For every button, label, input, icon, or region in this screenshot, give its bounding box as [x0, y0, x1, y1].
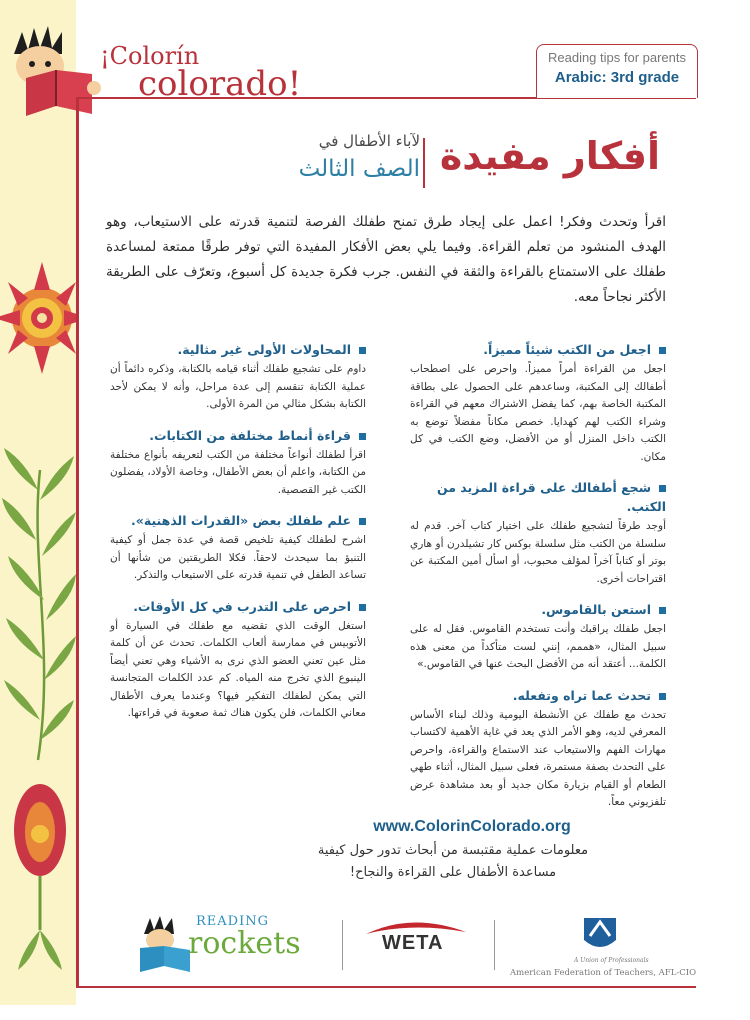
aft-division: A Union of Professionals	[574, 957, 649, 964]
square-bullet-icon	[359, 604, 366, 611]
logo-top-text: ¡Colorín	[100, 42, 200, 70]
intro-paragraph: اقرأ وتحدث وفكر! اعمل على إيجاد طرق تمنح طفلك الفرصة لتنمية قدرته على الاستيعاب، وهو الهدف المنشود من تعلم القراءة. وفيما يلي بعض الأفكار المفيدة التي توفر طرقًا ممتعة لمساعدة طفلك على الاستمتاع بالقراءة والثقة في النفس. جرب فكرة جديدة كل أسبوع، وتعرّف على الطريقة الأكثر نجاحاً معه.	[106, 214, 666, 305]
aft-emblem-icon	[580, 914, 620, 954]
website-link[interactable]: www.ColorinColorado.org	[373, 818, 571, 835]
tip-item	[110, 511, 366, 585]
tip-body: اجعل طفلك يراقبك وأنت تستخدم القاموس. فقل له على سبيل المثال، «هممم، إنني لست متأكداً من معنى هذه الكلمة... أعتقد أنه من الأفضل البحث عنها في القاموس.»	[410, 623, 666, 670]
tip-body: اشرح لطفلك كيفية تلخيص قصة في عدة جمل أو كيفية التنبؤ بما سيحدث لاحقاً. فكلا الطريقتين من شأنها أن تساعد الطفل في تنمية قدرته على الاستيعاب والتذكر.	[110, 534, 366, 581]
footer-divider	[494, 920, 495, 970]
footer-divider	[342, 920, 343, 970]
tips-grade: Arabic: 3rd grade	[554, 69, 680, 86]
tip-body: داوم على تشجيع طفلك أثناء قيامه بالكتابة، وذكره دائماً أن عملية الكتابة تنقسم إلى عدة مراحل، وأنه لا يمكن لأحد الكتابة بشكل مثالي من المرة الأولى.	[110, 363, 366, 410]
tip-item	[410, 340, 666, 466]
sun-flower-icon	[0, 262, 76, 374]
reading-rockets-bottom: rockets	[188, 926, 301, 961]
title-block	[240, 128, 660, 198]
tip-heading: شجع أطفالك على قراءة المزيد من الكتب.	[436, 480, 666, 514]
square-bullet-icon	[659, 347, 666, 354]
tips-column-left	[110, 340, 366, 735]
tips-column-right	[410, 340, 666, 824]
reading-tips-badge	[536, 44, 698, 98]
page-title: أفكار مفيدة	[439, 134, 660, 178]
tip-body: تحدث مع طفلك عن الأنشطة اليومية وذلك لبناء الأساس المعرفي لديه، وهو الأمر الذي يعد في غاية الأهمية لاكتساب مهارات الفهم والاستيعاب عند الاستماع والقراءة، واحرص على التحدث بصفة مستمرة، فعلى سبيل المثال، أثناء طهي الطعام أو القيام بزيارة مكان جديد أو بعد مشاهدة عرض تلفزيوني معاً.	[410, 708, 666, 808]
tip-heading: قراءة أنماط مختلفة من الكتابات.	[149, 427, 351, 443]
title-subtitle-top: لآباء الأطفال في	[318, 132, 420, 150]
red-flower-bud-icon	[14, 784, 66, 970]
weta-logo	[362, 918, 472, 968]
square-bullet-icon	[659, 607, 666, 614]
page-margin-bottom	[0, 1005, 750, 1020]
aft-name: American Federation of Teachers, AFL-CIO	[510, 968, 697, 978]
tip-body: اجعل من القراءة أمراً مميزاً. واحرص على اصطحاب أطفالك إلى المكتبة، وساعدهم على الحصول على بطاقة المكتبة الخاصة بهم، كما يفضل الاشتراك معهم في القراءة وشراء الكتب لهم كهدايا. خصص مكاناً مفضلاً توضع به الكتب داخل المنزل أو من الأفضل، وضع الكتب في كل مكان.	[410, 363, 666, 463]
square-bullet-icon	[659, 693, 666, 700]
logo-bottom-text: colorado!	[138, 64, 302, 104]
tip-body: استغل الوقت الذي تقضيه مع طفلك في السيارة أو الأتوبيس في ممارسة ألعاب الكلمات. تحدث عن أن كلمة مثل عين تعني العضو الذي نرى به الأشياء وهي تعني أيضاً الينبوع الذي تخرج منه المياه. كم عدد الكلمات المتجانسة التي يمكن لطفلك التفكير فيها؟ وعندما يعرف الأطفال معاني الكلمات، فلن يكون هناك ثمة صعوبة في قراءتها.	[110, 619, 366, 719]
tip-body: أوجد طرقاً لتشجيع طفلك على اختيار كتاب آخر. قدم له سلسلة من الكتب مثل سلسلة بوكس كار تشيلدرن أو هاري بوتر أو كتاباً آخراً لمؤلف محبوب، أو اسأل أمين المكتبة عن اقتراحات أخرى.	[410, 520, 666, 585]
title-subtitle-bottom: الصف الثالث	[298, 156, 420, 182]
aft-logo	[508, 914, 698, 984]
square-bullet-icon	[359, 347, 366, 354]
square-bullet-icon	[359, 433, 366, 440]
leaf-vine-icon	[38, 470, 45, 760]
tip-item	[110, 340, 366, 414]
tip-item	[410, 686, 666, 812]
reading-rockets-logo	[136, 910, 326, 980]
floral-decoration	[0, 0, 76, 1005]
tip-item	[410, 478, 666, 588]
website-tagline: معلومات عملية مقتبسة من أبحاث تدور حول كيفية مساعدة الأطفال على القراءة والنجاح!	[317, 843, 589, 880]
square-bullet-icon	[359, 518, 366, 525]
tips-label: Reading tips for parents	[547, 50, 687, 65]
tip-heading: احرص على التدرب في كل الأوقات.	[133, 598, 351, 614]
reading-child-icon	[136, 916, 192, 976]
tip-item	[410, 600, 666, 674]
weta-text: WETA	[382, 932, 444, 954]
tip-body: اقرأ لطفلك أنواعاً مختلفة من الكتب لتعريفه بأنواع مختلفة من الكتابة، واعلم أن بعض الأطفال، وخاصة الأولاد، يفضلون الكتب غير القصصية.	[110, 448, 366, 496]
reading-rockets-top: READING	[196, 914, 269, 929]
tip-heading: استعن بالقاموس.	[541, 602, 651, 617]
tip-item	[110, 597, 366, 723]
page-margin-right	[722, 0, 750, 1020]
tip-heading: علم طفلك بعض «القدرات الذهنية».	[131, 513, 351, 528]
tip-heading: تحدث عما تراه وتفعله.	[512, 687, 651, 703]
square-bullet-icon	[659, 485, 666, 492]
tip-heading: اجعل من الكتب شيئاً مميزاً.	[483, 342, 651, 357]
tip-item	[110, 426, 366, 500]
tip-heading: المحاولات الأولى غير مثالية.	[177, 342, 351, 357]
title-separator	[423, 138, 425, 188]
